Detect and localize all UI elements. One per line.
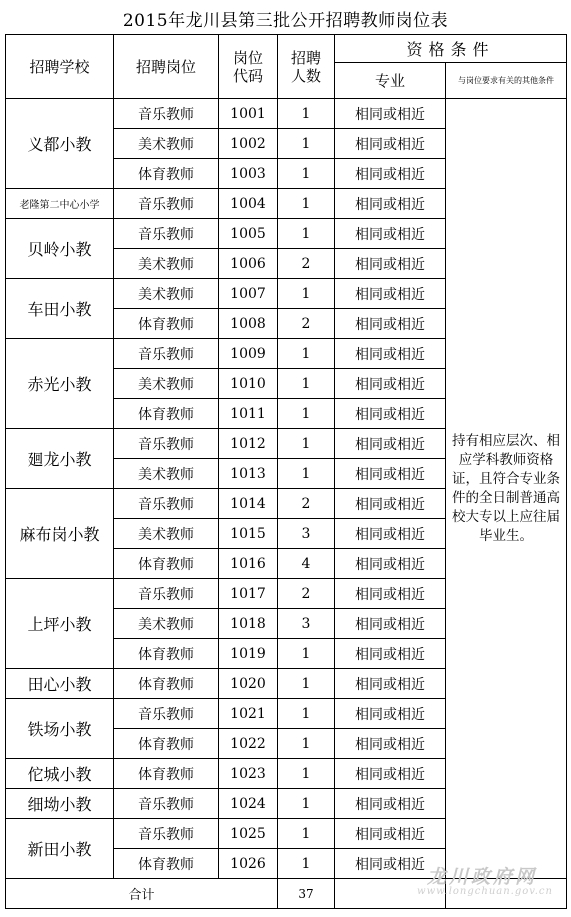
count-cell: 3 <box>278 519 335 549</box>
position-cell: 音乐教师 <box>114 99 219 129</box>
count-cell: 1 <box>278 789 335 819</box>
major-cell: 相同或相近 <box>335 549 446 579</box>
position-cell: 体育教师 <box>114 639 219 669</box>
count-cell: 1 <box>278 459 335 489</box>
position-cell: 音乐教师 <box>114 189 219 219</box>
code-cell: 1026 <box>219 849 278 879</box>
position-cell: 体育教师 <box>114 159 219 189</box>
count-cell: 1 <box>278 159 335 189</box>
school-name: 上坪小教 <box>6 579 114 669</box>
code-cell: 1022 <box>219 729 278 759</box>
total-label: 合计 <box>6 879 278 909</box>
count-cell: 1 <box>278 189 335 219</box>
code-cell: 1009 <box>219 339 278 369</box>
code-cell: 1007 <box>219 279 278 309</box>
count-cell: 1 <box>278 729 335 759</box>
count-cell: 1 <box>278 399 335 429</box>
watermark-url: www.longchuan.gov.cn <box>417 886 553 897</box>
position-cell: 体育教师 <box>114 669 219 699</box>
code-cell: 1024 <box>219 789 278 819</box>
watermark-logo: 龙川政府网 <box>426 866 537 888</box>
header-school: 招聘学校 <box>6 35 114 99</box>
count-cell: 1 <box>278 849 335 879</box>
major-cell: 相同或相近 <box>335 129 446 159</box>
major-cell: 相同或相近 <box>335 729 446 759</box>
school-name: 佗城小教 <box>6 759 114 789</box>
code-cell: 1017 <box>219 579 278 609</box>
table-body <box>6 99 567 879</box>
position-cell: 音乐教师 <box>114 219 219 249</box>
position-cell: 音乐教师 <box>114 339 219 369</box>
school-name: 新田小教 <box>6 819 114 879</box>
code-cell: 1011 <box>219 399 278 429</box>
position-cell: 体育教师 <box>114 759 219 789</box>
position-cell: 体育教师 <box>114 399 219 429</box>
other-conditions-note: 持有相应层次、相应学科教师资格证，且符合专业条件的全日制普通高校大专以上应往届毕业生。 <box>446 99 567 879</box>
major-cell: 相同或相近 <box>335 489 446 519</box>
major-cell: 相同或相近 <box>335 579 446 609</box>
major-cell: 相同或相近 <box>335 639 446 669</box>
count-cell: 1 <box>278 99 335 129</box>
count-cell: 2 <box>278 489 335 519</box>
count-cell: 2 <box>278 309 335 339</box>
code-cell: 1012 <box>219 429 278 459</box>
count-cell: 1 <box>278 699 335 729</box>
major-cell: 相同或相近 <box>335 189 446 219</box>
school-name: 细坳小教 <box>6 789 114 819</box>
total-count: 37 <box>278 879 335 909</box>
major-cell: 相同或相近 <box>335 159 446 189</box>
major-cell: 相同或相近 <box>335 759 446 789</box>
position-cell: 体育教师 <box>114 549 219 579</box>
major-cell: 相同或相近 <box>335 339 446 369</box>
major-cell: 相同或相近 <box>335 249 446 279</box>
code-cell: 1014 <box>219 489 278 519</box>
position-cell: 美术教师 <box>114 519 219 549</box>
code-cell: 1008 <box>219 309 278 339</box>
school-name: 赤光小教 <box>6 339 114 429</box>
code-cell: 1016 <box>219 549 278 579</box>
code-cell: 1002 <box>219 129 278 159</box>
major-cell: 相同或相近 <box>335 369 446 399</box>
count-cell: 1 <box>278 669 335 699</box>
position-cell: 体育教师 <box>114 729 219 759</box>
position-cell: 音乐教师 <box>114 819 219 849</box>
code-cell: 1006 <box>219 249 278 279</box>
school-name: 廻龙小教 <box>6 429 114 489</box>
code-cell: 1018 <box>219 609 278 639</box>
count-cell: 1 <box>278 429 335 459</box>
major-cell: 相同或相近 <box>335 669 446 699</box>
major-cell: 相同或相近 <box>335 519 446 549</box>
major-cell: 相同或相近 <box>335 399 446 429</box>
count-cell: 1 <box>278 219 335 249</box>
code-cell: 1020 <box>219 669 278 699</box>
position-cell: 美术教师 <box>114 279 219 309</box>
major-cell: 相同或相近 <box>335 309 446 339</box>
recruitment-table <box>5 34 567 909</box>
count-cell: 1 <box>278 339 335 369</box>
school-name: 铁场小教 <box>6 699 114 759</box>
school-name: 义都小教 <box>6 99 114 189</box>
code-cell: 1005 <box>219 219 278 249</box>
header-position: 招聘岗位 <box>114 35 219 99</box>
count-cell: 1 <box>278 759 335 789</box>
position-cell: 体育教师 <box>114 849 219 879</box>
code-cell: 1019 <box>219 639 278 669</box>
school-name: 贝岭小教 <box>6 219 114 279</box>
position-cell: 美术教师 <box>114 459 219 489</box>
position-cell: 体育教师 <box>114 309 219 339</box>
school-name: 老隆第二中心小学 <box>6 189 114 219</box>
position-cell: 音乐教师 <box>114 429 219 459</box>
count-cell: 1 <box>278 129 335 159</box>
major-cell: 相同或相近 <box>335 459 446 489</box>
code-cell: 1015 <box>219 519 278 549</box>
major-cell: 相同或相近 <box>335 429 446 459</box>
school-name: 田心小教 <box>6 669 114 699</box>
count-cell: 1 <box>278 369 335 399</box>
position-cell: 音乐教师 <box>114 789 219 819</box>
count-cell: 1 <box>278 639 335 669</box>
major-cell: 相同或相近 <box>335 849 446 879</box>
code-cell: 1023 <box>219 759 278 789</box>
major-cell: 相同或相近 <box>335 699 446 729</box>
header-count: 招聘人数 <box>278 35 335 99</box>
page-title: 2015年龙川县第三批公开招聘教师岗位表 <box>122 11 449 31</box>
header-other-conditions: 与岗位要求有关的其他条件 <box>446 63 567 99</box>
count-cell: 3 <box>278 609 335 639</box>
school-name: 车田小教 <box>6 279 114 339</box>
count-cell: 4 <box>278 549 335 579</box>
position-cell: 音乐教师 <box>114 579 219 609</box>
header-qualifications: 资格条件 <box>335 35 567 63</box>
major-cell: 相同或相近 <box>335 219 446 249</box>
count-cell: 2 <box>278 249 335 279</box>
position-cell: 美术教师 <box>114 249 219 279</box>
table-row <box>6 99 567 129</box>
code-cell: 1021 <box>219 699 278 729</box>
major-cell: 相同或相近 <box>335 819 446 849</box>
count-cell: 1 <box>278 279 335 309</box>
major-cell: 相同或相近 <box>335 279 446 309</box>
position-cell: 音乐教师 <box>114 699 219 729</box>
code-cell: 1013 <box>219 459 278 489</box>
school-name: 麻布岗小教 <box>6 489 114 579</box>
count-cell: 2 <box>278 579 335 609</box>
position-cell: 美术教师 <box>114 609 219 639</box>
code-cell: 1025 <box>219 819 278 849</box>
major-cell: 相同或相近 <box>335 99 446 129</box>
position-cell: 美术教师 <box>114 129 219 159</box>
code-cell: 1010 <box>219 369 278 399</box>
position-cell: 美术教师 <box>114 369 219 399</box>
code-cell: 1001 <box>219 99 278 129</box>
count-cell: 1 <box>278 819 335 849</box>
code-cell: 1003 <box>219 159 278 189</box>
header-major: 专业 <box>335 63 446 99</box>
major-cell: 相同或相近 <box>335 609 446 639</box>
position-cell: 音乐教师 <box>114 489 219 519</box>
major-cell: 相同或相近 <box>335 789 446 819</box>
header-code: 岗位代码 <box>219 35 278 99</box>
code-cell: 1004 <box>219 189 278 219</box>
